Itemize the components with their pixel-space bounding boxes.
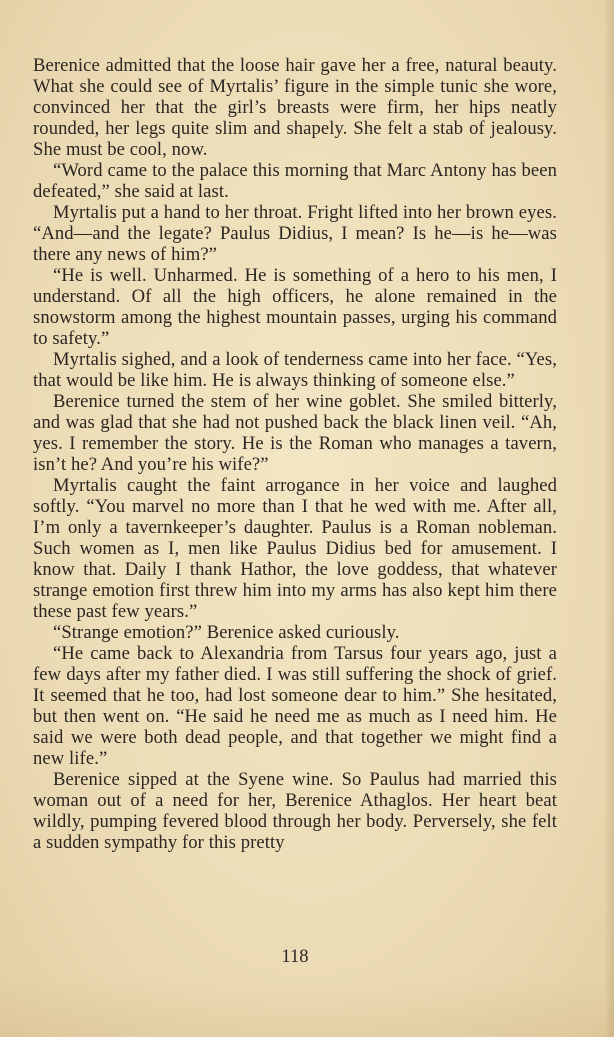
page-number: 118 — [281, 946, 309, 967]
paragraph-10: Berenice sipped at the Syene wine. So Paulus had married this woman out of a need for her, Berenice Athaglos. Her heart beat wildly, pumping fevered blood through her body. Perversely, she felt a sudden sympathy for this pretty — [33, 769, 557, 853]
paragraph-1: Berenice admitted that the loose hair gave her a free, natural beauty. What she could see of Myrtalis’ figure in the simple tunic she wore, convinced her that the girl’s breasts were firm, her hips neatly rounded, her legs quite slim and shapely. She felt a stab of jealousy. She must be cool, now. — [33, 55, 557, 160]
body-text — [33, 55, 557, 853]
paragraph-2: “Word came to the palace this morning that Marc Antony has been defeated,” she said at last. — [33, 160, 557, 202]
paragraph-9: “He came back to Alexandria from Tarsus four years ago, just a few days after my father died. I was still suffering the shock of grief. It seemed that he too, had lost someone dear to him.” She hesitated, but then went on. “He said he need me as much as I need him. He said we were both dead people, and that together we might find a new life.” — [33, 643, 557, 769]
paragraph-6: Berenice turned the stem of her wine goblet. She smiled bitterly, and was glad that she had not pushed back the black linen veil. “Ah, yes. I remember the story. He is the Roman who manages a tavern, isn’t he? And you’re his wife?” — [33, 391, 557, 475]
paragraph-5: Myrtalis sighed, and a look of tenderness came into her face. “Yes, that would be like him. He is always thinking of someone else.” — [33, 349, 557, 391]
paragraph-7: Myrtalis caught the faint arrogance in her voice and laughed softly. “You marvel no more than I that he wed with me. After all, I’m only a tavernkeeper’s daughter. Paulus is a Roman nobleman. Such women as I, men like Paulus Didius bed for amusement. I know that. Daily I thank Hathor, the love goddess, that whatever strange emotion first threw him into my arms has also kept him there these past few years.” — [33, 475, 557, 622]
paragraph-3: Myrtalis put a hand to her throat. Fright lifted into her brown eyes. “And—and the legate? Paulus Didius, I mean? Is he—is he—was there any news of him?” — [33, 202, 557, 265]
paragraph-4: “He is well. Unharmed. He is something of a hero to his men, I understand. Of all the high officers, he alone remained in the snowstorm among the highest mountain passes, urging his command to safety.” — [33, 265, 557, 349]
paragraph-8: “Strange emotion?” Berenice asked curiously. — [53, 622, 400, 643]
